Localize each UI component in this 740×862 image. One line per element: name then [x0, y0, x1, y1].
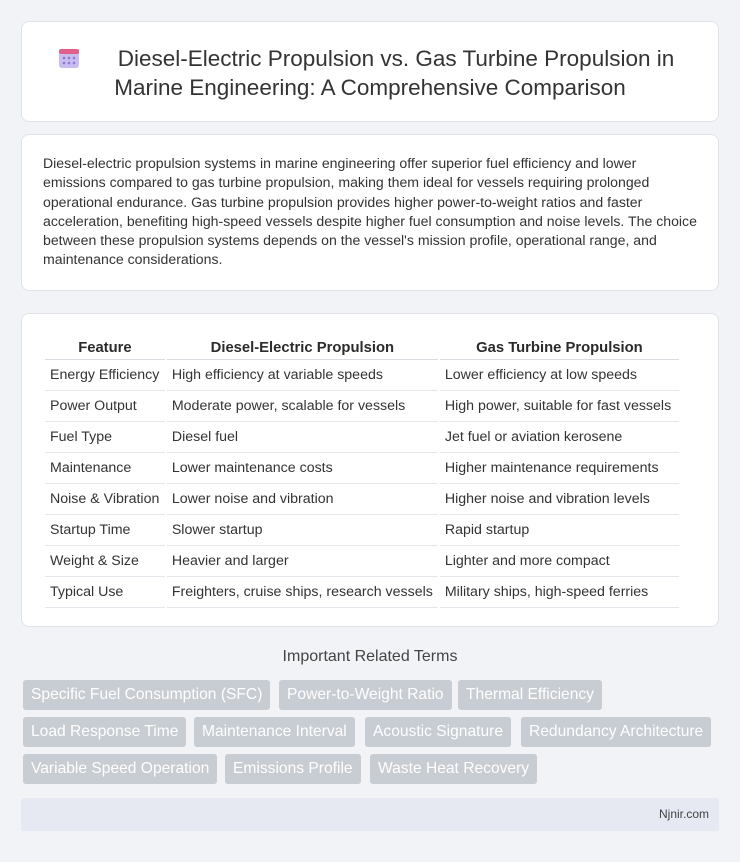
gas-turbine-cell: Higher maintenance requirements: [440, 453, 679, 484]
feature-cell: Weight & Size: [45, 546, 165, 577]
gas-turbine-cell: Jet fuel or aviation kerosene: [440, 422, 679, 453]
diesel-electric-cell: Moderate power, scalable for vessels: [167, 391, 438, 422]
table-row: [45, 484, 679, 515]
related-term-tag[interactable]: Waste Heat Recovery: [370, 754, 537, 784]
feature-cell: Startup Time: [45, 515, 165, 546]
table-row: [45, 515, 679, 546]
feature-cell: Fuel Type: [45, 422, 165, 453]
related-term-tag[interactable]: Acoustic Signature: [365, 717, 511, 747]
gas-turbine-cell: Lower efficiency at low speeds: [440, 360, 679, 391]
diesel-electric-cell: Heavier and larger: [167, 546, 438, 577]
comparison-table-card: [21, 313, 719, 627]
related-term-tag[interactable]: Variable Speed Operation: [23, 754, 217, 784]
related-term-tag[interactable]: Redundancy Architecture: [521, 717, 711, 747]
comparison-table: [43, 334, 681, 608]
table-row: [45, 453, 679, 484]
footer-source: Njnir.com: [658, 807, 709, 821]
page-title-line-1: Diesel-Electric Propulsion vs. Gas Turbine Propulsion in: [117, 46, 675, 71]
page-title: [22, 44, 718, 102]
diesel-electric-cell: Lower noise and vibration: [167, 484, 438, 515]
feature-cell: Typical Use: [45, 577, 165, 608]
related-term-tag[interactable]: Maintenance Interval: [194, 717, 355, 747]
page-title-line-2: Marine Engineering: A Comprehensive Comparison: [114, 75, 626, 100]
feature-cell: Maintenance: [45, 453, 165, 484]
related-term-tag[interactable]: Emissions Profile: [225, 754, 361, 784]
table-row: [45, 391, 679, 422]
related-terms-heading: Important Related Terms: [282, 648, 458, 665]
footer-bar: [21, 798, 719, 831]
related-term-tag[interactable]: Load Response Time: [23, 717, 186, 747]
gas-turbine-cell: Rapid startup: [440, 515, 679, 546]
table-row: [45, 546, 679, 577]
diesel-electric-cell: High efficiency at variable speeds: [167, 360, 438, 391]
header-gas-turbine: Gas Turbine Propulsion: [440, 334, 679, 360]
related-term-tag[interactable]: Specific Fuel Consumption (SFC): [23, 680, 270, 710]
summary-paragraph: Diesel-electric propulsion systems in marine engineering offer superior fuel efficiency and lower emissions compared to gas turbine propulsion, making them ideal for vessels requiring prolonged operational endurance. Gas turbine propulsion provides higher power-to-weight ratios and faster acceleration, benefiting high-speed vessels despite higher fuel consumption and noise levels. The choice between these propulsion systems depends on the vessel's mission profile, operational range, and maintenance considerations.: [43, 155, 697, 268]
related-term-tag[interactable]: Thermal Efficiency: [458, 680, 602, 710]
related-term-tag[interactable]: Power-to-Weight Ratio: [279, 680, 452, 710]
diesel-electric-cell: Slower startup: [167, 515, 438, 546]
diesel-electric-cell: Lower maintenance costs: [167, 453, 438, 484]
table-row: [45, 577, 679, 608]
title-card: [21, 21, 719, 122]
summary-card: [21, 134, 719, 291]
header-diesel-electric: Diesel-Electric Propulsion: [167, 334, 438, 360]
diesel-electric-cell: Diesel fuel: [167, 422, 438, 453]
feature-cell: Noise & Vibration: [45, 484, 165, 515]
header-feature: Feature: [45, 334, 165, 360]
feature-cell: Power Output: [45, 391, 165, 422]
gas-turbine-cell: Military ships, high-speed ferries: [440, 577, 679, 608]
feature-cell: Energy Efficiency: [45, 360, 165, 391]
gas-turbine-cell: High power, suitable for fast vessels: [440, 391, 679, 422]
table-header-row: [45, 334, 679, 360]
table-row: [45, 360, 679, 391]
gas-turbine-cell: Higher noise and vibration levels: [440, 484, 679, 515]
diesel-electric-cell: Freighters, cruise ships, research vessels: [167, 577, 438, 608]
gas-turbine-cell: Lighter and more compact: [440, 546, 679, 577]
table-row: [45, 422, 679, 453]
